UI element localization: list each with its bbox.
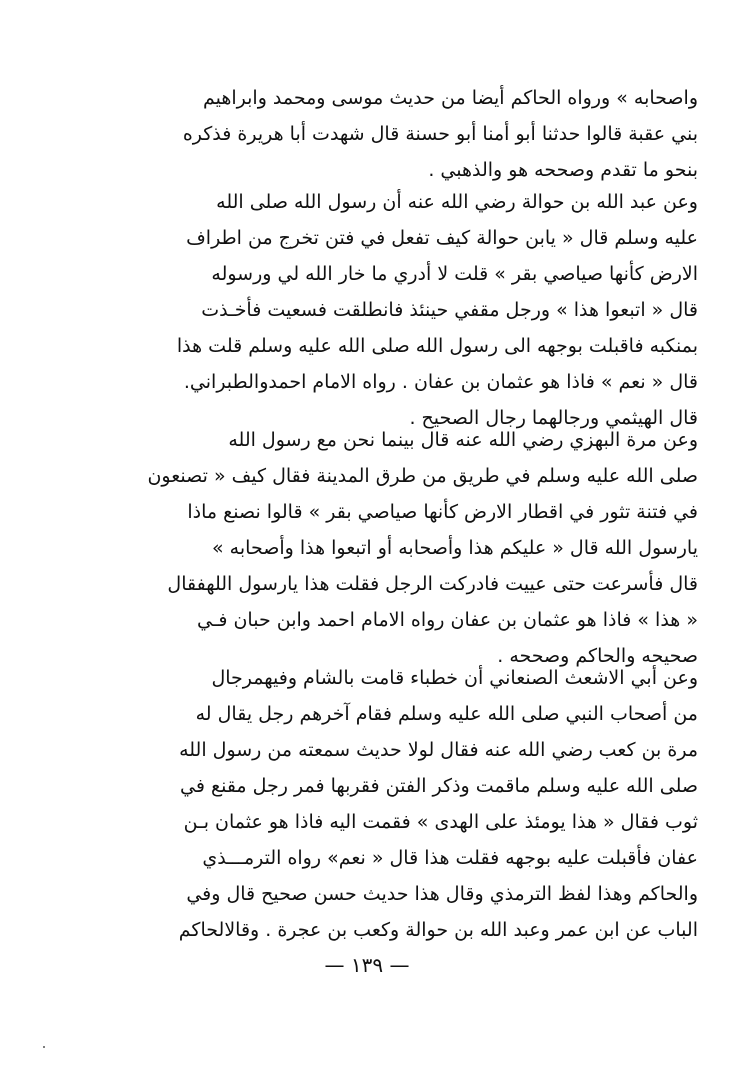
text-line: عليه وسلم قال « يابن حوالة كيف تفعل في فتن تخرج من اطراف [186, 227, 698, 249]
paragraph-4 [48, 660, 698, 948]
text-line: الارض كأنها صياصي بقر » قلت لا أدري ما خار الله لي ورسوله [211, 263, 698, 285]
text-line: صلى الله عليه وسلم في طريق من طرق المدينة فقال كيف « تصنعون [147, 465, 698, 487]
text-line: قال « نعم » فاذا هو عثمان بن عفان . رواه الامام احمدوالطبراني. [183, 371, 698, 393]
text-line: وعن عبد الله بن حوالة رضي الله عنه أن رسول الله صلى الله [216, 191, 698, 213]
text-line: وعن أبي الاشعث الصنعاني أن خطباء قامت بالشام وفيهمرجال [211, 667, 698, 689]
text-line: من أصحاب النبي صلى الله عليه وسلم فقام آخرهم رجل يقال له [195, 703, 698, 725]
text-line: قال الهيثمي ورجالهما رجال الصحيح . [409, 407, 698, 429]
text-line: ثوب فقال « هذا يومئذ على الهدى » فقمت اليه فاذا هو عثمان بـن [183, 811, 698, 833]
text-line: بمنكبه فاقبلت بوجهه الى رسول الله صلى الله عليه وسلم قلت هذا [176, 335, 698, 357]
text-line: والحاكم وهذا لفظ الترمذي وقال هذا حديث حسن صحيح قال وفي [186, 883, 698, 905]
text-line: صحيحه والحاكم وصححه . [497, 645, 698, 667]
text-line: مرة بن كعب رضي الله عنه فقال لولا حديث سمعته من رسول الله [179, 739, 698, 761]
text-line: عفان فأقبلت عليه بوجهه فقلت هذا قال « نعم» رواه الترمـــذي [202, 847, 698, 869]
page-number: — ١٣٩ — [324, 953, 410, 977]
scan-speck [43, 1046, 45, 1048]
paragraph-3 [48, 422, 698, 674]
text-line: قال « اتبعوا هذا » ورجل مقفي حينئذ فانطلقت فسعيت فأخـذت [201, 299, 698, 321]
text-line: في فتنة تثور في اقطار الارض كأنها صياصي بقر » قالوا نصنع ماذا [187, 501, 698, 523]
text-line: صلى الله عليه وسلم ماقمت وذكر الفتن فقربها فمر رجل مقنع في [180, 775, 698, 797]
text-line: بنحو ما تقدم وصححه هو والذهبي . [428, 159, 698, 181]
text-line: « هذا » فاذا هو عثمان بن عفان رواه الامام احمد وابن حبان فـي [196, 609, 698, 631]
text-line: وعن مرة البهزي رضي الله عنه قال بينما نحن مع رسول الله [228, 429, 698, 451]
text-line: واصحابه » ورواه الحاكم أيضا من حديث موسى ومحمد وابراهيم [202, 87, 698, 109]
text-line: قال فأسرعت حتى عييت فادركت الرجل فقلت هذا يارسول اللهفقال [167, 573, 698, 595]
text-line: الباب عن ابن عمر وعبد الله بن حوالة وكعب بن عجرة . وقالالحاكم [178, 919, 698, 941]
paragraph-2 [48, 184, 698, 436]
text-line: بني عقبة قالوا حدثنا أبو أمنا أبو حسنة قال شهدت أبا هريرة فذكره [182, 123, 698, 145]
text-line: يارسول الله قال « عليكم هذا وأصحابه أو اتبعوا هذا وأصحابه » [212, 537, 698, 559]
paragraph-1 [48, 80, 698, 188]
